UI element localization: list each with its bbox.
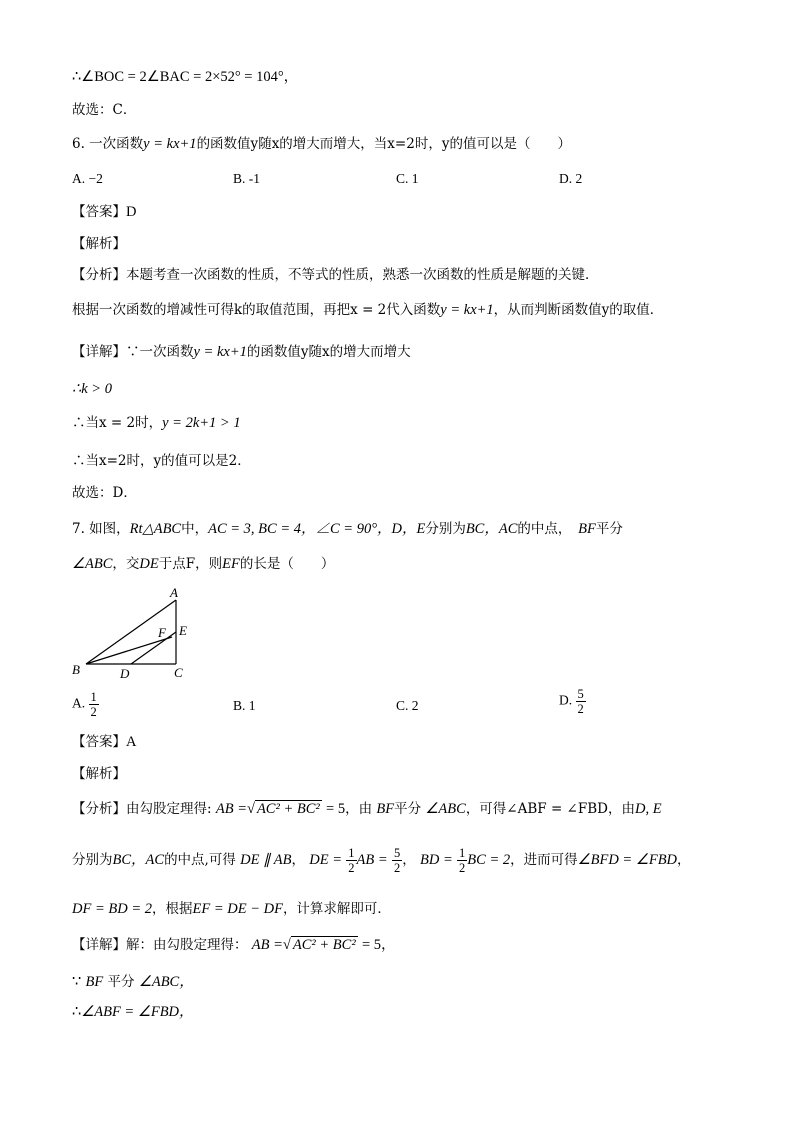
q6-fenxi2-start: 根据一次函数的增减性可得k的取值范围，再把x = 2代入函数 <box>72 302 441 318</box>
q6-analysis-title: 【解析】 <box>72 236 126 252</box>
q6-option-b: B. -1 <box>233 171 260 186</box>
q6-detail-expr: y = kx+1 <box>193 344 247 360</box>
denominator: 2 <box>348 861 355 875</box>
q7-line2-seg: ， <box>402 852 416 868</box>
label-e: E <box>179 623 187 638</box>
q7-because-bf: BF <box>85 974 104 990</box>
q7-line2-angles: ∠BFD = ∠FBD <box>577 852 678 868</box>
q7-option-d <box>559 687 586 716</box>
q7-detail-sqrt: AC² + BC² <box>292 937 356 953</box>
q7-line3-seg: ，根据 <box>151 901 193 917</box>
segment-bf <box>86 637 172 664</box>
q7-line2-bd: BD = <box>420 852 453 868</box>
q6-stem <box>72 135 571 153</box>
q7-option-a <box>72 690 99 719</box>
q7-sides: BC，AC <box>465 521 518 537</box>
q7-stem-seg: 平分 <box>595 521 623 537</box>
q6-option-c: C. 1 <box>396 171 419 186</box>
therefore-symbol: ∴ <box>72 1004 82 1020</box>
q6-answer-line <box>72 203 136 221</box>
q7-detail-ab: AB = <box>251 937 283 953</box>
q7-stem-seg: 分别为 <box>425 521 466 537</box>
q6-detail-end: 的函数值y随x的增大而增大 <box>246 344 411 360</box>
denominator: 2 <box>459 861 466 875</box>
q7-fenxi-seg: ，由 <box>345 801 373 817</box>
label-d: D <box>120 666 130 681</box>
q7-line3-ef: EF = DE − DF <box>192 901 283 917</box>
q7-answer: A <box>126 734 137 750</box>
proof-line-boc: ∴∠BOC = 2∠BAC = 2×52° = 104°， <box>72 69 299 85</box>
q7-line2-seg: ， <box>677 852 691 868</box>
q6-detail-start: ∵一次函数 <box>126 344 194 360</box>
numerator: 5 <box>393 846 401 860</box>
q6-select: 故选：D． <box>72 485 137 501</box>
select-c-line: 故选：C． <box>72 102 137 118</box>
q7-stem-seg: 于点F，则 <box>158 556 223 572</box>
q7-fenxi-bf: BF <box>376 801 395 817</box>
q7-fenxi-de: D, E <box>634 801 662 817</box>
q7-fenxi-line2 <box>72 846 691 875</box>
q6-fenxi-text: 本题考查一次函数的性质，不等式的性质，熟悉一次函数的性质是解题的关键． <box>126 267 599 283</box>
q6-expr: y = kx+1 <box>143 136 197 152</box>
q7-conditions: AC = 3, BC = 4，∠C = 90°，D，E <box>208 521 426 537</box>
answer-tag: 【答案】 <box>72 734 126 750</box>
q7-line2-ab: AB = <box>356 852 388 868</box>
fraction-half <box>457 846 467 875</box>
label-c: C <box>174 665 183 680</box>
option-label: A. <box>72 695 86 711</box>
fenxi-tag: 【分析】 <box>72 801 126 817</box>
q6-fenxi2-end: ，从而判断函数值y的取值． <box>493 302 664 318</box>
q7-line2-sides: BC，AC <box>112 852 165 868</box>
q7-fenxi-seg: ，可得∠ABF = ∠FBD，由 <box>465 801 635 817</box>
numerator: 1 <box>348 846 355 860</box>
q6-stem-end: 的函数值y随x的增大而增大，当x=2时，y的值可以是（ ） <box>196 136 571 152</box>
q6-option-d: D. 2 <box>559 171 583 186</box>
denominator: 2 <box>393 861 401 875</box>
denominator: 2 <box>90 705 97 719</box>
q7-triangle: Rt△ABC <box>129 521 182 537</box>
q7-detail-line: 【详解】解：由勾股定理得： AB =√ AC² + BC² = 5， <box>72 937 396 953</box>
q6-detail-line <box>72 343 411 361</box>
q6-step-k: ∴k > 0 <box>72 381 112 397</box>
q7-line2-bc: BC = 2 <box>467 852 511 868</box>
numerator: 1 <box>459 846 466 860</box>
q7-option-b: B. 1 <box>233 698 256 713</box>
q7-line2-de: DE = <box>309 852 342 868</box>
triangle-figure <box>66 582 196 682</box>
q6-option-a: A. −2 <box>72 171 103 186</box>
q6-step-value: ∴当x=2时，y的值可以是2． <box>72 453 251 469</box>
q6-stem-start: 6. 一次函数 <box>72 136 144 152</box>
q7-stem-seg: 中， <box>181 521 209 537</box>
q7-de: DE <box>139 556 159 572</box>
label-b: B <box>72 662 80 677</box>
q7-stem-line1 <box>72 520 623 538</box>
fraction-five-half <box>576 687 586 716</box>
fraction-one-half <box>89 690 99 719</box>
q7-because-line <box>72 973 194 991</box>
detail-tag: 【详解】 <box>72 344 126 360</box>
q7-ef: EF <box>222 556 240 572</box>
q7-line3-seg: ，计算求解即可． <box>282 901 391 917</box>
q7-fenxi-sqrt: AC² + BC² <box>256 801 320 817</box>
numerator: 5 <box>577 687 584 701</box>
q7-stem-seg: ，交 <box>112 556 140 572</box>
q7-bf: BF <box>578 521 596 537</box>
q7-stem-seg: 7. 如图， <box>72 521 130 537</box>
q6-step2-start: ∴当x = 2时， <box>72 415 163 431</box>
q7-line2-parallel: DE ∥ AB <box>240 852 292 868</box>
q7-fenxi-eq5: = 5 <box>326 801 346 817</box>
q6-fenxi-line-2 <box>72 301 663 319</box>
q6-fenxi-line <box>72 266 599 284</box>
q7-detail-eq5: = 5， <box>361 937 396 953</box>
q7-line2-seg: ，进而可得 <box>510 852 578 868</box>
q7-stem-seg: 的中点， <box>517 521 565 537</box>
label-a: A <box>170 585 178 600</box>
detail-tag: 【详解】 <box>72 937 126 953</box>
q7-answer-line <box>72 733 136 751</box>
q7-line2-seg: ， <box>291 852 305 868</box>
q7-fenxi-ab: AB = <box>215 801 247 817</box>
q7-stem-line2 <box>72 555 334 573</box>
q7-fenxi-seg: 平分 <box>394 801 422 817</box>
q7-line3-df: DF = BD = 2 <box>72 901 152 917</box>
denominator: 2 <box>577 702 584 716</box>
q6-answer: D <box>126 204 137 220</box>
option-label: D. <box>559 692 573 708</box>
q7-because-angle: ∠ABC， <box>138 974 194 990</box>
q6-fenxi2-expr: y = kx+1 <box>440 302 494 318</box>
q7-therefore-line <box>72 1003 194 1021</box>
q7-therefore-angles: ∠ABF = ∠FBD， <box>81 1004 194 1020</box>
q7-line2-seg: 的中点,可得 <box>164 852 236 868</box>
q7-stem-seg: 的长是（ ） <box>239 556 335 572</box>
q7-fenxi-angle: ∠ABC <box>425 801 466 817</box>
q7-line2-seg: 分别为 <box>72 852 113 868</box>
fraction-five-half <box>392 846 402 875</box>
q7-because-seg: 平分 <box>107 974 135 990</box>
answer-tag: 【答案】 <box>72 204 126 220</box>
q7-fenxi-line3 <box>72 900 391 918</box>
q6-step2-expr: y = 2k+1 > 1 <box>162 415 241 431</box>
label-f: F <box>158 625 166 640</box>
q7-angle: ∠ABC <box>72 556 113 572</box>
q7-option-c: C. 2 <box>396 698 419 713</box>
q7-detail-seg: 解：由勾股定理得： <box>126 937 248 953</box>
q7-analysis-title: 【解析】 <box>72 766 126 782</box>
fraction-half <box>346 846 356 875</box>
fenxi-tag: 【分析】 <box>72 267 126 283</box>
numerator: 1 <box>90 690 97 704</box>
q7-fenxi-seg: 由勾股定理得: <box>126 801 212 817</box>
because-symbol: ∵ <box>72 974 82 990</box>
q7-fenxi-line1: 【分析】由勾股定理得: AB =√ AC² + BC² = 5，由 BF平分 ∠ABC，可得∠ABF = ∠FBD，由D, E <box>72 801 662 817</box>
q6-step-x2 <box>72 414 241 432</box>
